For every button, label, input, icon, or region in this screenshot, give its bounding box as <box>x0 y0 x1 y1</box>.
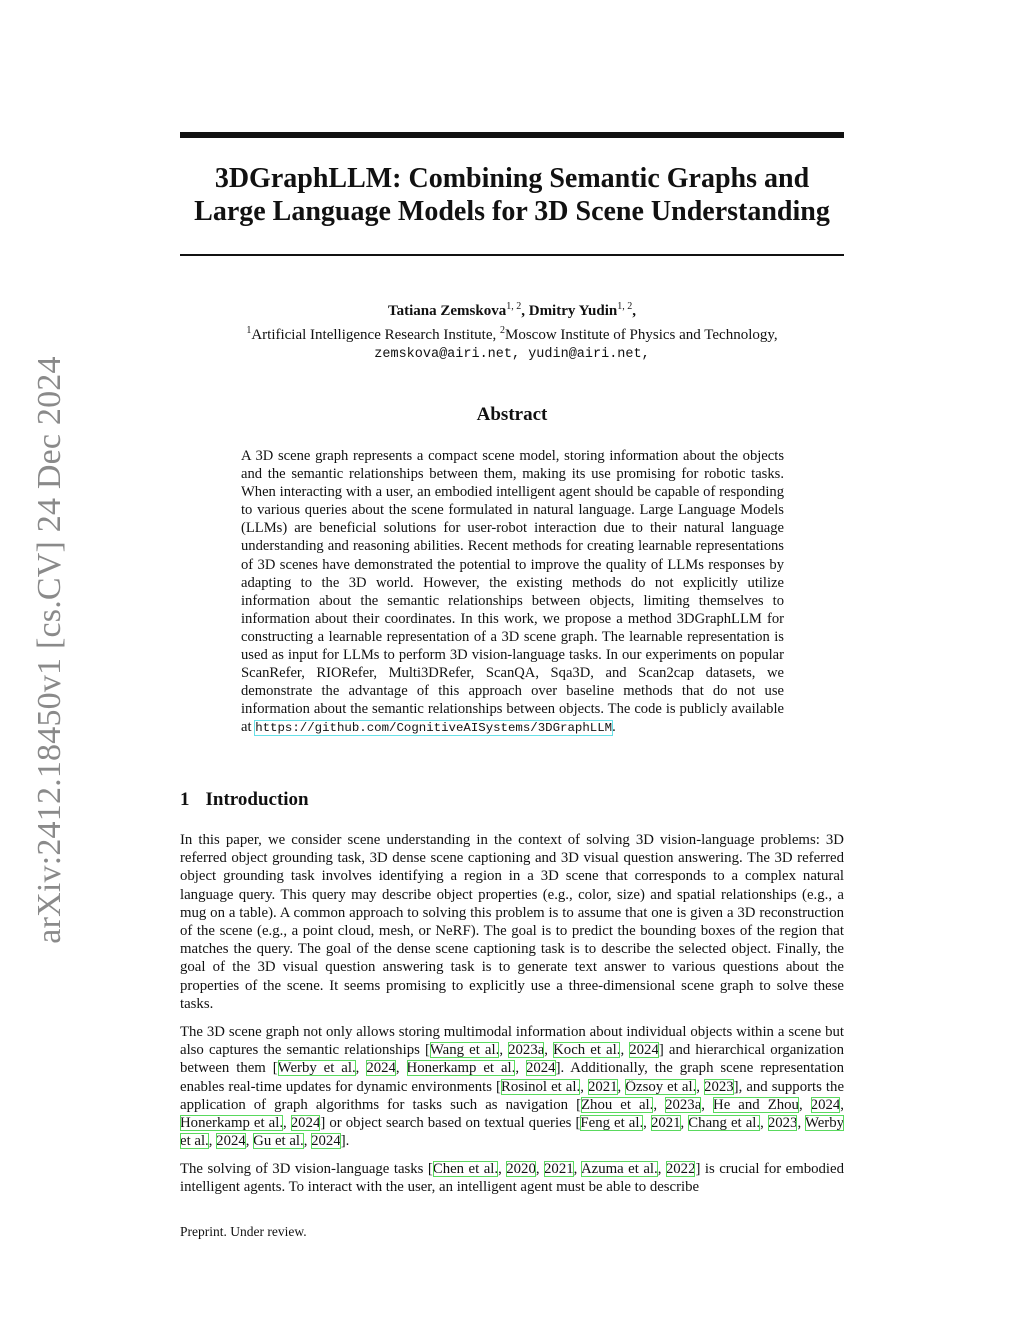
citation-link[interactable]: 2024 <box>311 1133 341 1150</box>
citation-link[interactable]: 2023a <box>665 1096 702 1113</box>
affiliation-1: Artificial Intelligence Research Institute, <box>251 327 500 343</box>
title-line-2: Large Language Models for 3D Scene Understanding <box>194 196 830 227</box>
citation-link[interactable]: 2020 <box>506 1161 536 1177</box>
citation-link[interactable]: Werby et al. <box>180 1115 845 1150</box>
citation-link[interactable]: Feng et al. <box>580 1115 644 1132</box>
citation-link[interactable]: Honerkamp et al. <box>406 1060 516 1077</box>
author-emails: zemskova@airi.net, yudin@airi.net, <box>374 347 650 362</box>
arxiv-stamp-text: arXiv:2412.18450v1 [cs.CV] 24 Dec 2024 <box>31 356 68 944</box>
citation-link[interactable]: 2022 <box>665 1161 696 1177</box>
citation-link[interactable]: Koch et al. <box>553 1042 621 1059</box>
citation-link[interactable]: Gu et al. <box>253 1133 304 1150</box>
citation-link[interactable]: Chen et al. <box>432 1161 499 1177</box>
citation-link[interactable]: 2024 <box>810 1096 841 1113</box>
citation-link[interactable]: 2023a <box>508 1042 545 1059</box>
citation-link[interactable]: Rosinol et al. <box>500 1078 581 1095</box>
citation-link[interactable]: 2021 <box>544 1161 574 1177</box>
citation-link[interactable]: 2021 <box>587 1078 618 1095</box>
citation-link[interactable]: 2024 <box>216 1133 246 1150</box>
intro-paragraph-2: The 3D scene graph not only allows storing multimodal information about individual objects within a scene but also captures the semantic relationships [Wang et al., 2023a, Koch et al., 2024] and hierarchical organization between them [Werby et al., 2024, Honerkamp et al., 2024]. Additionally, the graph scene representation enables real-time updates for dynamic environments [Rosinol et al., 2021, Özsoy et al., 2023], and supports the application of graph algorithms for tasks such as navigation [Zhou et al., 2023a, He and Zhou, 2024, Honerkamp et al., 2024] or object search based on textual queries [Feng et al., 2021, Chang et al., 2023, Werby et al., 2024, Gu et al., 2024]. <box>180 1024 845 1150</box>
author-2: Dmitry Yudin <box>528 303 618 319</box>
title-bottom-rule <box>180 254 844 256</box>
citation-link[interactable]: 2024 <box>525 1060 556 1077</box>
affiliation-2: Moscow Institute of Physics and Technology, <box>504 327 778 343</box>
citation-link[interactable]: Zhou et al. <box>581 1096 654 1113</box>
arxiv-side-stamp <box>30 350 70 950</box>
citation-link[interactable]: 2024 <box>290 1115 321 1132</box>
title-line-1: 3DGraphLLM: Combining Semantic Graphs and <box>214 163 810 194</box>
citation-link[interactable]: He and Zhou <box>713 1096 799 1113</box>
author-2-affil: 1, 2 <box>617 301 633 312</box>
citation-link[interactable]: Chang et al. <box>688 1115 761 1132</box>
title-top-rule <box>180 132 844 138</box>
section-title: Introduction <box>205 789 309 810</box>
citation-link[interactable]: 2023 <box>704 1078 734 1095</box>
intro-paragraph-1: In this paper, we consider scene understanding in the context of solving 3D vision-language problems: 3D referred object grounding task, 3D dense scene captioning and 3D visual question answering. The 3D referred object grounding task involves identifying a region in a 3D scene that corresponds to a complex natural language query. This query may describe object properties (e.g., color, size) and spatial relationships (e.g., a mug on a table). A common approach to solving this problem is to assume that one is given a 3D reconstruction of the scene (e.g., a point cloud, mesh, or NeRF). The goal is to predict the bounding boxes of the region that matches the query. The goal of the dense scene captioning task is to describe the selected object. Finally, the goal of the 3D visual question answering task is to generate text answer to various questions about the properties of the scene. It seems promising to explicitly use a three-dimensional scene graph to solve these tasks. <box>180 832 844 1012</box>
citation-link[interactable]: Wang et al. <box>429 1042 500 1059</box>
intro-paragraph-3: The solving of 3D vision-language tasks [Chen et al., 2020, 2021, Azuma et al., 2022] is crucial for embodied intelligent agents. To interact with the user, an intelligent agent must be able to describe <box>180 1161 844 1196</box>
citation-link[interactable]: 2024 <box>629 1042 659 1059</box>
abstract-heading: Abstract <box>476 404 548 425</box>
abstract-text: A 3D scene graph represents a compact scene model, storing information about the objects and the semantic relationships between them, making its use promising for robotic tasks. When interacting with a user, an embodied intelligent agent should be capable of responding to various queries about the scene formulated in natural language. Large Language Models (LLMs) are beneficial solutions for user-robot interaction due to their natural language understanding and reasoning abilities. Recent methods for creating learnable representations of 3D scenes have demonstrated the potential to improve the quality of LLMs responses by adapting to the 3D world. However, the existing methods do not explicitly utilize information about the semantic relationships between objects, limiting themselves to information about their coordinates. In this work, we propose a method 3DGraphLLM for constructing a learnable representation of a 3D scene graph. The learnable representation is used as input for LLMs to perform 3D vision-language tasks. In our experiments on popular ScanRefer, RIORefer, Multi3DRefer, ScanQA, Sqa3D, and Scan2cap datasets, we demonstrate the advantage of this approach over baseline methods that do not use information about the semantic relationships between objects. The code is publicly available at https://github.com/CognitiveAISystems/3DGraphLLM. <box>241 448 784 736</box>
footer-note: Preprint. Under review. <box>180 1224 307 1239</box>
citation-link[interactable]: Werby et al. <box>277 1060 356 1077</box>
paper-title <box>180 162 844 228</box>
author-block <box>180 297 844 364</box>
citation-link[interactable]: 2024 <box>366 1060 396 1077</box>
author-1-affil: 1, 2 <box>506 301 522 312</box>
section-heading-introduction <box>180 789 309 811</box>
author-1: Tatiana Zemskova <box>388 303 507 319</box>
citation-link[interactable]: 2023 <box>767 1115 798 1132</box>
code-repo-link[interactable]: https://github.com/CognitiveAISystems/3DGraphLLM <box>255 721 613 736</box>
citation-link[interactable]: Honerkamp et al. <box>180 1115 284 1132</box>
section-number: 1 <box>180 789 190 810</box>
citation-link[interactable]: Azuma et al. <box>580 1161 658 1177</box>
citation-link[interactable]: Özsoy et al. <box>625 1078 697 1095</box>
author-names: Tatiana Zemskova$^{1, 2}$, Dmitry Yudin$^{1, 2}$, <box>388 301 636 319</box>
citation-link[interactable]: 2021 <box>650 1115 681 1132</box>
affiliations: $^1$Artificial Intelligence Research Institute, $^2$Moscow Institute of Physics and Technology, <box>246 325 778 343</box>
